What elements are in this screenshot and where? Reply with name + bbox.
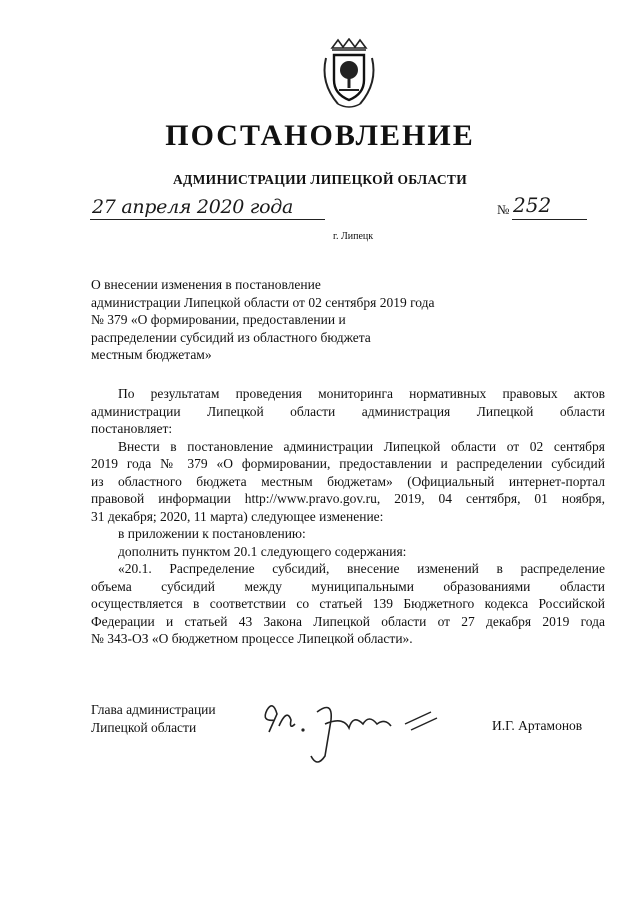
body-line: осуществляется в соответствии со статьей 139 Бюджетного кодекса Российской: [91, 596, 605, 611]
body-line: правовой информации http://www.pravo.gov.ru, 2019, 04 сентября, 01 ноября,: [91, 491, 605, 506]
handwritten-number: 252: [513, 193, 552, 217]
body-line: 2019 года № 379 «О формировании, предоставлении и распределении субсидий: [91, 456, 605, 471]
body-line: постановляет:: [91, 421, 173, 436]
body-line: из областного бюджета местным бюджетам» (Официальный интернет-портал: [91, 473, 605, 489]
subject-line: местным бюджетам»: [91, 347, 212, 362]
body-line: № 343-ОЗ «О бюджетном процессе Липецкой области».: [91, 631, 413, 646]
signatory-name: И.Г. Артамонов: [492, 718, 583, 733]
body-line: Федерации и статьей 43 Закона Липецкой области от 27 декабря 2019 года: [91, 613, 605, 629]
date-underline: [90, 219, 325, 220]
body-line: Внести в постановление администрации Липецкой области от 02 сентября: [118, 438, 605, 454]
handwritten-date: 27 апреля 2020 года: [92, 196, 294, 218]
subject-line: администрации Липецкой области от 02 сентября 2019 года: [91, 294, 435, 310]
number-prefix: №: [497, 202, 510, 217]
document-subject: [91, 276, 435, 364]
body-line: администрации Липецкой области администрация Липецкой области: [91, 403, 605, 419]
number-underline: [512, 219, 587, 220]
signatory-title-line: Липецкой области: [91, 719, 197, 735]
document-title: ПОСТАНОВЛЕНИЕ: [165, 119, 475, 152]
subject-line: № 379 «О формировании, предоставлении и: [91, 312, 346, 327]
body-line: в приложении к постановлению:: [118, 526, 306, 541]
body-line: «20.1. Распределение субсидий, внесение изменений в распределение: [118, 561, 605, 576]
body-line: дополнить пунктом 20.1 следующего содержания:: [118, 543, 407, 559]
document-body: [91, 385, 605, 648]
body-line: 31 декабря; 2020, 11 марта) следующее изменение:: [91, 508, 384, 524]
city-label: г. Липецк: [333, 231, 374, 242]
handwritten-signature: [255, 690, 455, 770]
coat-of-arms-icon: [318, 38, 380, 110]
subject-line: О внесении изменения в постановление: [91, 277, 321, 292]
signatory-title-line: Глава администрации: [91, 702, 216, 717]
issuing-authority: АДМИНИСТРАЦИИ ЛИПЕЦКОЙ ОБЛАСТИ: [172, 172, 468, 187]
signatory-title: [91, 701, 216, 736]
body-line: объема субсидий между муниципальными образованиями области: [91, 578, 605, 594]
body-line: По результатам проведения мониторинга нормативных правовых актов: [118, 386, 605, 401]
subject-line: распределении субсидий из областного бюджета: [91, 329, 371, 345]
